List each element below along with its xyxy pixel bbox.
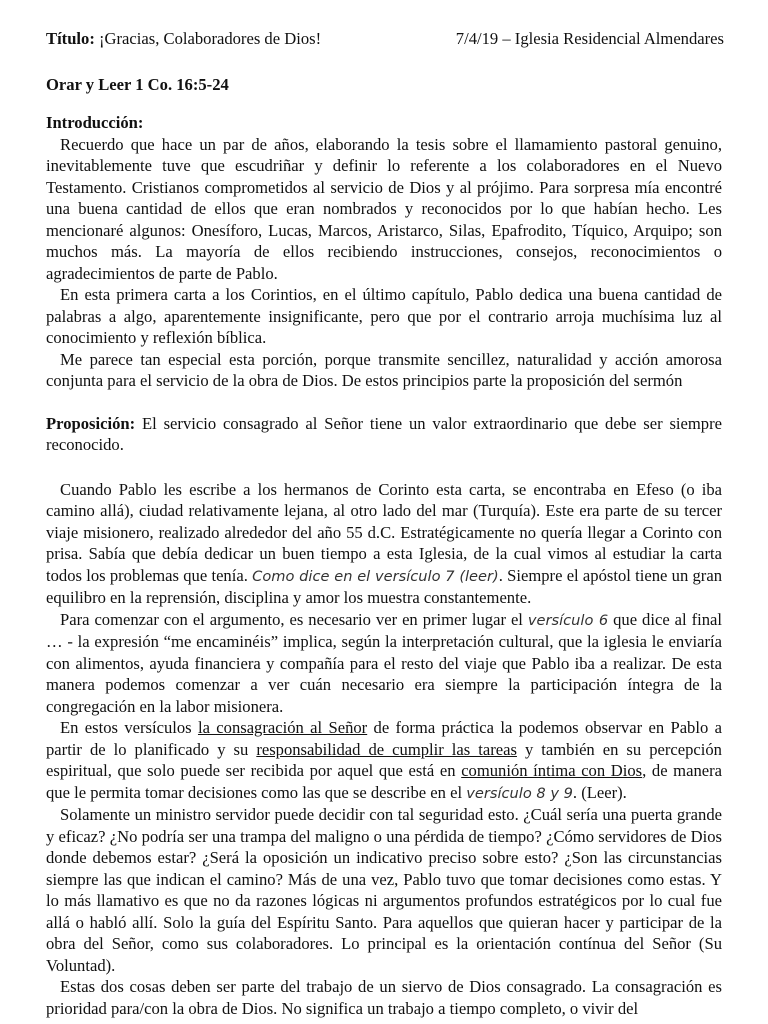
header: [46, 28, 724, 50]
body-paragraph-4: Solamente un ministro servidor puede decidir con tal seguridad esto. ¿Cuál sería una puerta grande y eficaz? ¿No podría ser una trampa del maligno o una pérdida de tiempo? ¿Cómo servidores de Dios donde debemos estar? ¿Será la oposición un indicativo preciso sobre esto? ¿Son las circunstancias siempre las que indican el camino? Más de una vez, Pablo tuvo que tomar decisiones como estas. Y lo más llamativo es que no da razones lógicas ni argumentos profundos estratégicos por lo cual fue allá o habló allí. Solo la guía del Espíritu Santo. Para aquellos que quieran hacer y participar de la obra del Señor, como sus colaboradores. Lo principal es la orientación contínua del Señor (Su Voluntad).: [46, 805, 722, 975]
date-place: 7/4/19 – Iglesia Residencial Almendares: [455, 29, 724, 48]
body-text: que dice al final … - la expresión “me encaminéis” implica, según la interpretación cultural, que la iglesia le enviaría con alimentos, ayuda financiera y compañía para el resto del viaje que Pablo iba a realizar. De esta manera podemos comenzar a ver cuán necesario era siempre la participación íntegra de la congregación en la labor misionera.: [46, 609, 722, 716]
intro-paragraph-2: En esta primera carta a los Corintios, en el último capítulo, Pablo dedica una buena cantidad de palabras a algo, aparentemente insignificante, pero que por el contrario arroja muchísima luz al conocimiento y reflexión bíblica.: [46, 285, 722, 347]
proposition-label: Proposición:: [46, 413, 136, 433]
intro-paragraph-1: Recuerdo que hace un par de años, elaborando la tesis sobre el llamamiento pastoral genuino, inevitablemente tuve que escudriñar y definir lo referente a los colaboradores en el Nuevo Testamento. Cristianos comprometidos al servicio de Dios y al prójimo. Para sorpresa mía encontré una buena cantidad de ellos que eran nombrados y reconocidos por lo que habían hecho. Les mencionaré algunos: Onesíforo, Lucas, Marcos, Aristarco, Silas, Epafrodito, Tíquico, Arquipo; son muchos más. La mayoría de ellos recibiendo instrucciones, consejos, reconocimientos o agradecimientos de parte de Pablo.: [46, 134, 722, 283]
body-text: Cuando Pablo les escribe a los hermanos de Corinto esta carta, se encontraba en Efeso (o iba camino allá), ciudad relativamente lejana, al otro lado del mar (Turquía). Este era parte de su tercer viaje misionero, realizado alrededor del año 55 d.C. Estratégicamente no quería llegar a Corinto con prisa. Sabía que debía dedicar un buen tiempo a esta Iglesia, de la cual vimos al estudiar la carta todos los problemas que tenía.: [46, 479, 722, 585]
intro-paragraph-3: Me parece tan especial esta porción, porque transmite sencillez, naturalidad y acción amorosa conjunta para el servicio de la obra de Dios. De estos principios parte la proposición del sermón: [46, 349, 722, 390]
sermon-body: [46, 112, 722, 1019]
body-text: . Siempre el apóstol tiene un gran equilibro en la reprensión, disciplina y amor los muestra constantemente.: [46, 565, 722, 607]
underlined-phrase: responsabilidad de cumplir las tareas: [256, 739, 517, 759]
body-text: Para comenzar con el argumento, es necesario ver en primer lugar el: [60, 609, 528, 629]
sermon-title: [46, 28, 321, 50]
verse-reference: Como dice en el versículo 7 (leer): [252, 567, 499, 585]
underlined-phrase: la consagración al Señor: [197, 718, 368, 737]
body-paragraph-2: [46, 609, 722, 718]
body-text: de forma práctica la podemos observar en Pablo a partir de lo planificado y su: [46, 718, 722, 759]
proposition-text: El servicio consagrado al Señor tiene un valor extraordinario que debe ser siempre reconocido.: [46, 413, 722, 454]
proposition: [46, 413, 722, 456]
body-text: , de manera que le permita tomar decisiones como las que se describe en el: [46, 761, 722, 802]
body-paragraph-1: [46, 479, 722, 609]
spacer: [46, 392, 722, 413]
verse-reference: versículo 8 y 9: [466, 784, 573, 802]
scripture-reading: Orar y Leer 1 Co. 16:5-24: [46, 75, 229, 94]
body-paragraph-5: Estas dos cosas deben ser parte del trabajo de un siervo de Dios consagrado. La consagración es prioridad para/con la obra de Dios. No significa un trabajo a tiempo completo, o vivir del: [46, 977, 722, 1018]
title-label: Título:: [46, 29, 95, 48]
underlined-phrase: comunión íntima con Dios: [461, 761, 643, 780]
body-text: y también en su percepción espiritual, que solo puede ser recibida por aquel que está en: [46, 739, 722, 780]
intro-heading: Introducción:: [46, 113, 144, 132]
spacer: [46, 456, 722, 479]
body-text: En estos versículos: [60, 718, 198, 737]
body-paragraph-3: [46, 717, 722, 804]
verse-reference: versículo 6: [527, 611, 609, 629]
title-value: ¡Gracias, Colaboradores de Dios!: [94, 29, 322, 48]
body-text: . (Leer).: [572, 782, 627, 802]
